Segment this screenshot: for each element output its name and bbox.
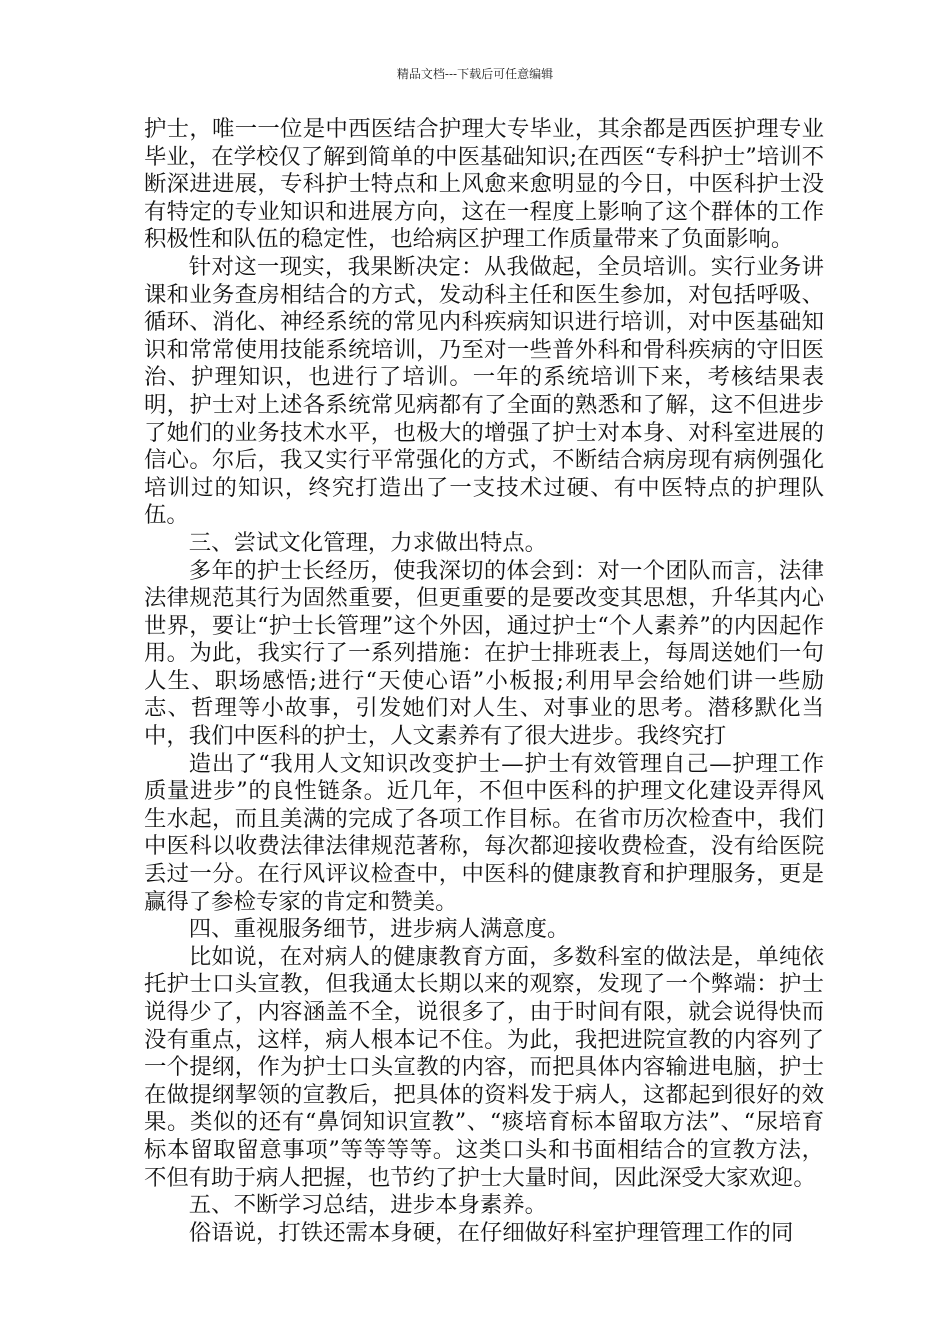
section-heading: 五、不断学习总结，进步本身素养。 bbox=[188, 1192, 548, 1219]
section-heading: 四、重视服务细节，进步病人满意度。 bbox=[188, 916, 570, 943]
page-header: 精品文档---下载后可任意编辑 bbox=[396, 67, 554, 81]
body-paragraph: 针对这一现实，我果断决定：从我做起，全员培训。实行业务讲课和业务查房相结合的方式，发动科主任和医生参加，对包括呼吸、循环、消化、神经系统的常见内科疾病知识进行培训，对中医基础知识和常常使用技能系统培训，乃至对一些普外科和骨科疾病的守旧医治、护理知识，也进行了培训。一年的系统培训下来，考核结果表明，护士对上述各系统常见病都有了全面的熟悉和了解，这不但进步了她们的业务技术水平，也极大的增强了护士对本身、对科室进展的信心。尔后，我又实行平常强化的方式，不断结合病房现有病例强化培训过的知识，终究打造出了一支技术过硬、有中医特点的护理队伍。 bbox=[144, 253, 824, 529]
body-paragraph: 护士，唯一一位是中西医结合护理大专毕业，其余都是西医护理专业毕业，在学校仅了解到简单的中医基础知识;在西医“专科护士”培训不断深进进展，专科护士特点和上风愈来愈明显的今日，中医科护士没有特定的专业知识和进展方向，这在一程度上影响了这个群体的工作积极性和队伍的稳定性，也给病区护理工作质量带来了负面影响。 bbox=[144, 116, 824, 253]
document-body bbox=[144, 116, 824, 1247]
body-paragraph: 俗语说，打铁还需本身硬，在仔细做好科室护理管理工作的同 bbox=[188, 1219, 794, 1246]
body-paragraph: 多年的护士长经历，使我深切的体会到：对一个团队而言，法律法律规范其行为固然重要，但更重要的是要改变其思想，升华其内心世界，要让“护士长管理”这个外因，通过护士“个人素养”的内因起作用。为此，我实行了一系列措施：在护士排班表上，每周送她们一句人生、职场感悟;进行“天使心语”小板报;利用早会给她们讲一些励志、哲理等小故事，引发她们对人生、对事业的思考。潜移默化当中，我们中医科的护士，人文素养有了很大进步。我终究打 bbox=[144, 557, 824, 750]
body-paragraph: 造出了“我用人文知识改变护士—护士有效管理自己—护理工作质量进步”的良性链条。近几年，不但中医科的护理文化建设弄得风生水起，而且美满的完成了各项工作目标。在省市历次检查中，我们中医科以收费法律法律规范著称，每次都迎接收费检查，没有给医院丢过一分。在行风评议检查中，中医科的健康教育和护理服务，更是赢得了参检专家的肯定和赞美。 bbox=[144, 750, 824, 915]
section-heading: 三、尝试文化管理，力求做出特点。 bbox=[188, 529, 548, 556]
body-paragraph: 比如说，在对病人的健康教育方面，多数科室的做法是，单纯依托护士口头宣教，但我通太长期以来的观察，发现了一个弊端：护士说得少了，内容涵盖不全，说很多了，由于时间有限，就会说得快而没有重点，这样，病人根本记不住。为此，我把进院宣教的内容列了一个提纲，作为护士口头宣教的内容，而把具体内容输进电脑，护士在做提纲挈领的宣教后，把具体的资料发于病人，这都起到很好的效果。类似的还有“鼻饲知识宣教”、“痰培育标本留取方法”、“尿培育标本留取留意事项”等等等等。这类口头和书面相结合的宣教方法，不但有助于病人把握，也节约了护士大量时间，因此深受大家欢迎。 bbox=[144, 943, 824, 1191]
